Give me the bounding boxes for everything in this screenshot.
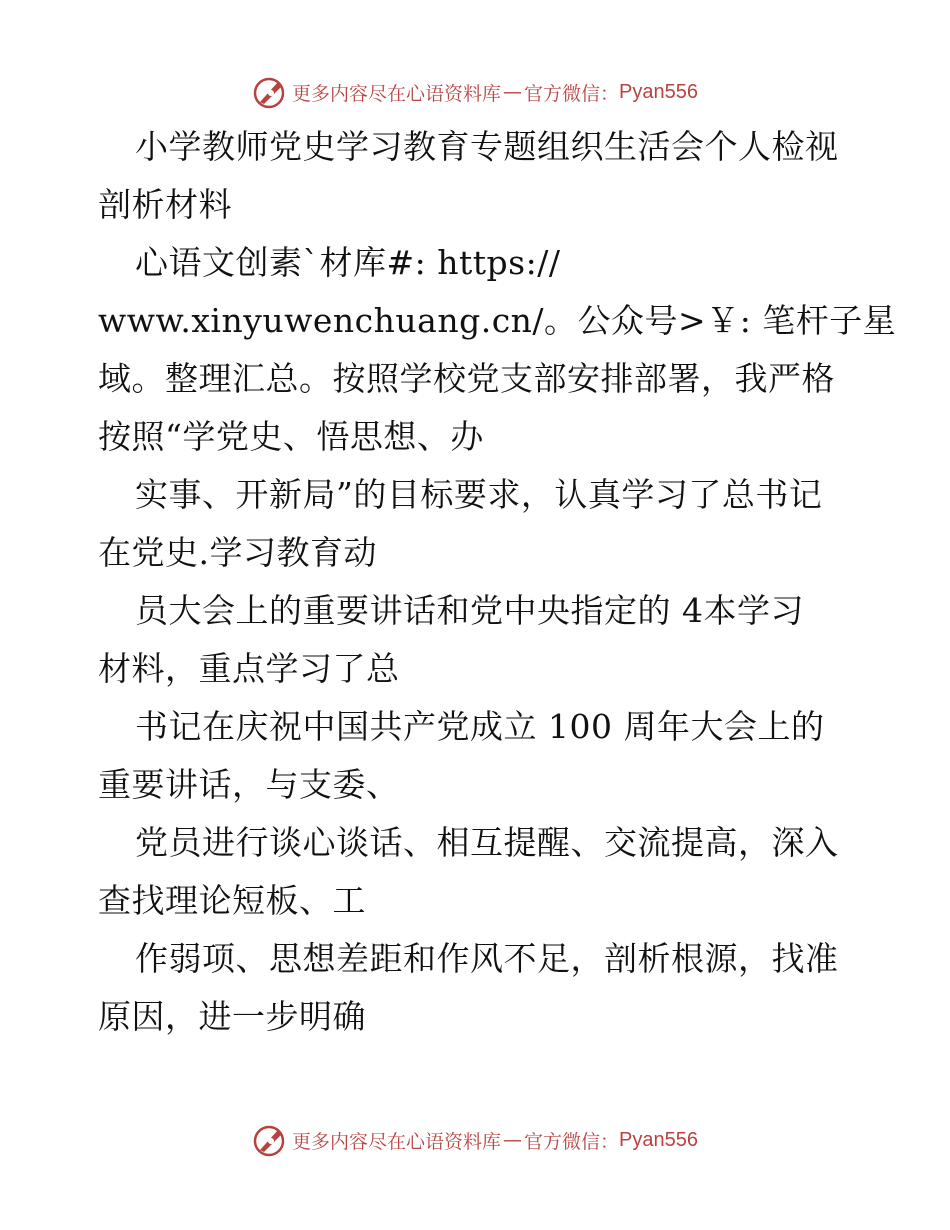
doc-line: 实事、开新局”的目标要求，认真学习了总书记: [135, 475, 823, 514]
banner-contact-label: 官方微信：: [524, 82, 620, 105]
doc-line: 原因，进一步明确: [98, 997, 366, 1036]
doc-line: 心语文创素`材库#: https://: [135, 243, 561, 282]
doc-line: 查找理论短板、工: [98, 881, 366, 920]
banner-site-text: 更多内容尽在心语资料库: [292, 82, 502, 105]
doc-line: 作弱项、思想差距和作风不足，剖析根源，找准: [135, 939, 839, 978]
doc-line: 域。整理汇总。按照学校党支部安排部署，我严格: [98, 359, 835, 398]
pen-nib-circle-icon: [252, 1122, 288, 1158]
doc-line: 按照“学党史、悟思想、办: [98, 417, 484, 456]
banner-contact-label: 官方微信：: [524, 1130, 620, 1153]
doc-line: 党员进行谈心谈话、相互提醒、交流提高，深入: [135, 823, 839, 862]
pen-nib-circle-icon: [252, 74, 288, 110]
doc-line: 书记在庆祝中国共产党成立 100 周年大会上的: [135, 707, 825, 746]
banner-separator: —: [503, 81, 523, 103]
banner-contact-id: Pyan556: [619, 1128, 698, 1151]
doc-line: 在党史.学习教育动: [98, 533, 377, 572]
doc-line: 剖析材料: [98, 185, 232, 224]
doc-line: 小学教师党史学习教育专题组织生活会个人检视: [135, 127, 839, 166]
doc-line: 员大会上的重要讲话和党中央指定的 4本学习: [135, 591, 804, 630]
footer-watermark-banner: [0, 1120, 950, 1160]
banner-separator: —: [503, 1129, 523, 1151]
header-watermark-banner: [0, 72, 950, 112]
doc-line: 材料，重点学习了总: [98, 649, 400, 688]
doc-line: www.xinyuwenchuang.cn/。公众号>￥: 笔杆子星: [98, 301, 897, 340]
doc-line: 重要讲话，与支委、: [98, 765, 400, 804]
document-body: [98, 118, 897, 1046]
banner-site-text: 更多内容尽在心语资料库: [292, 1130, 502, 1153]
banner-contact-id: Pyan556: [619, 80, 698, 103]
